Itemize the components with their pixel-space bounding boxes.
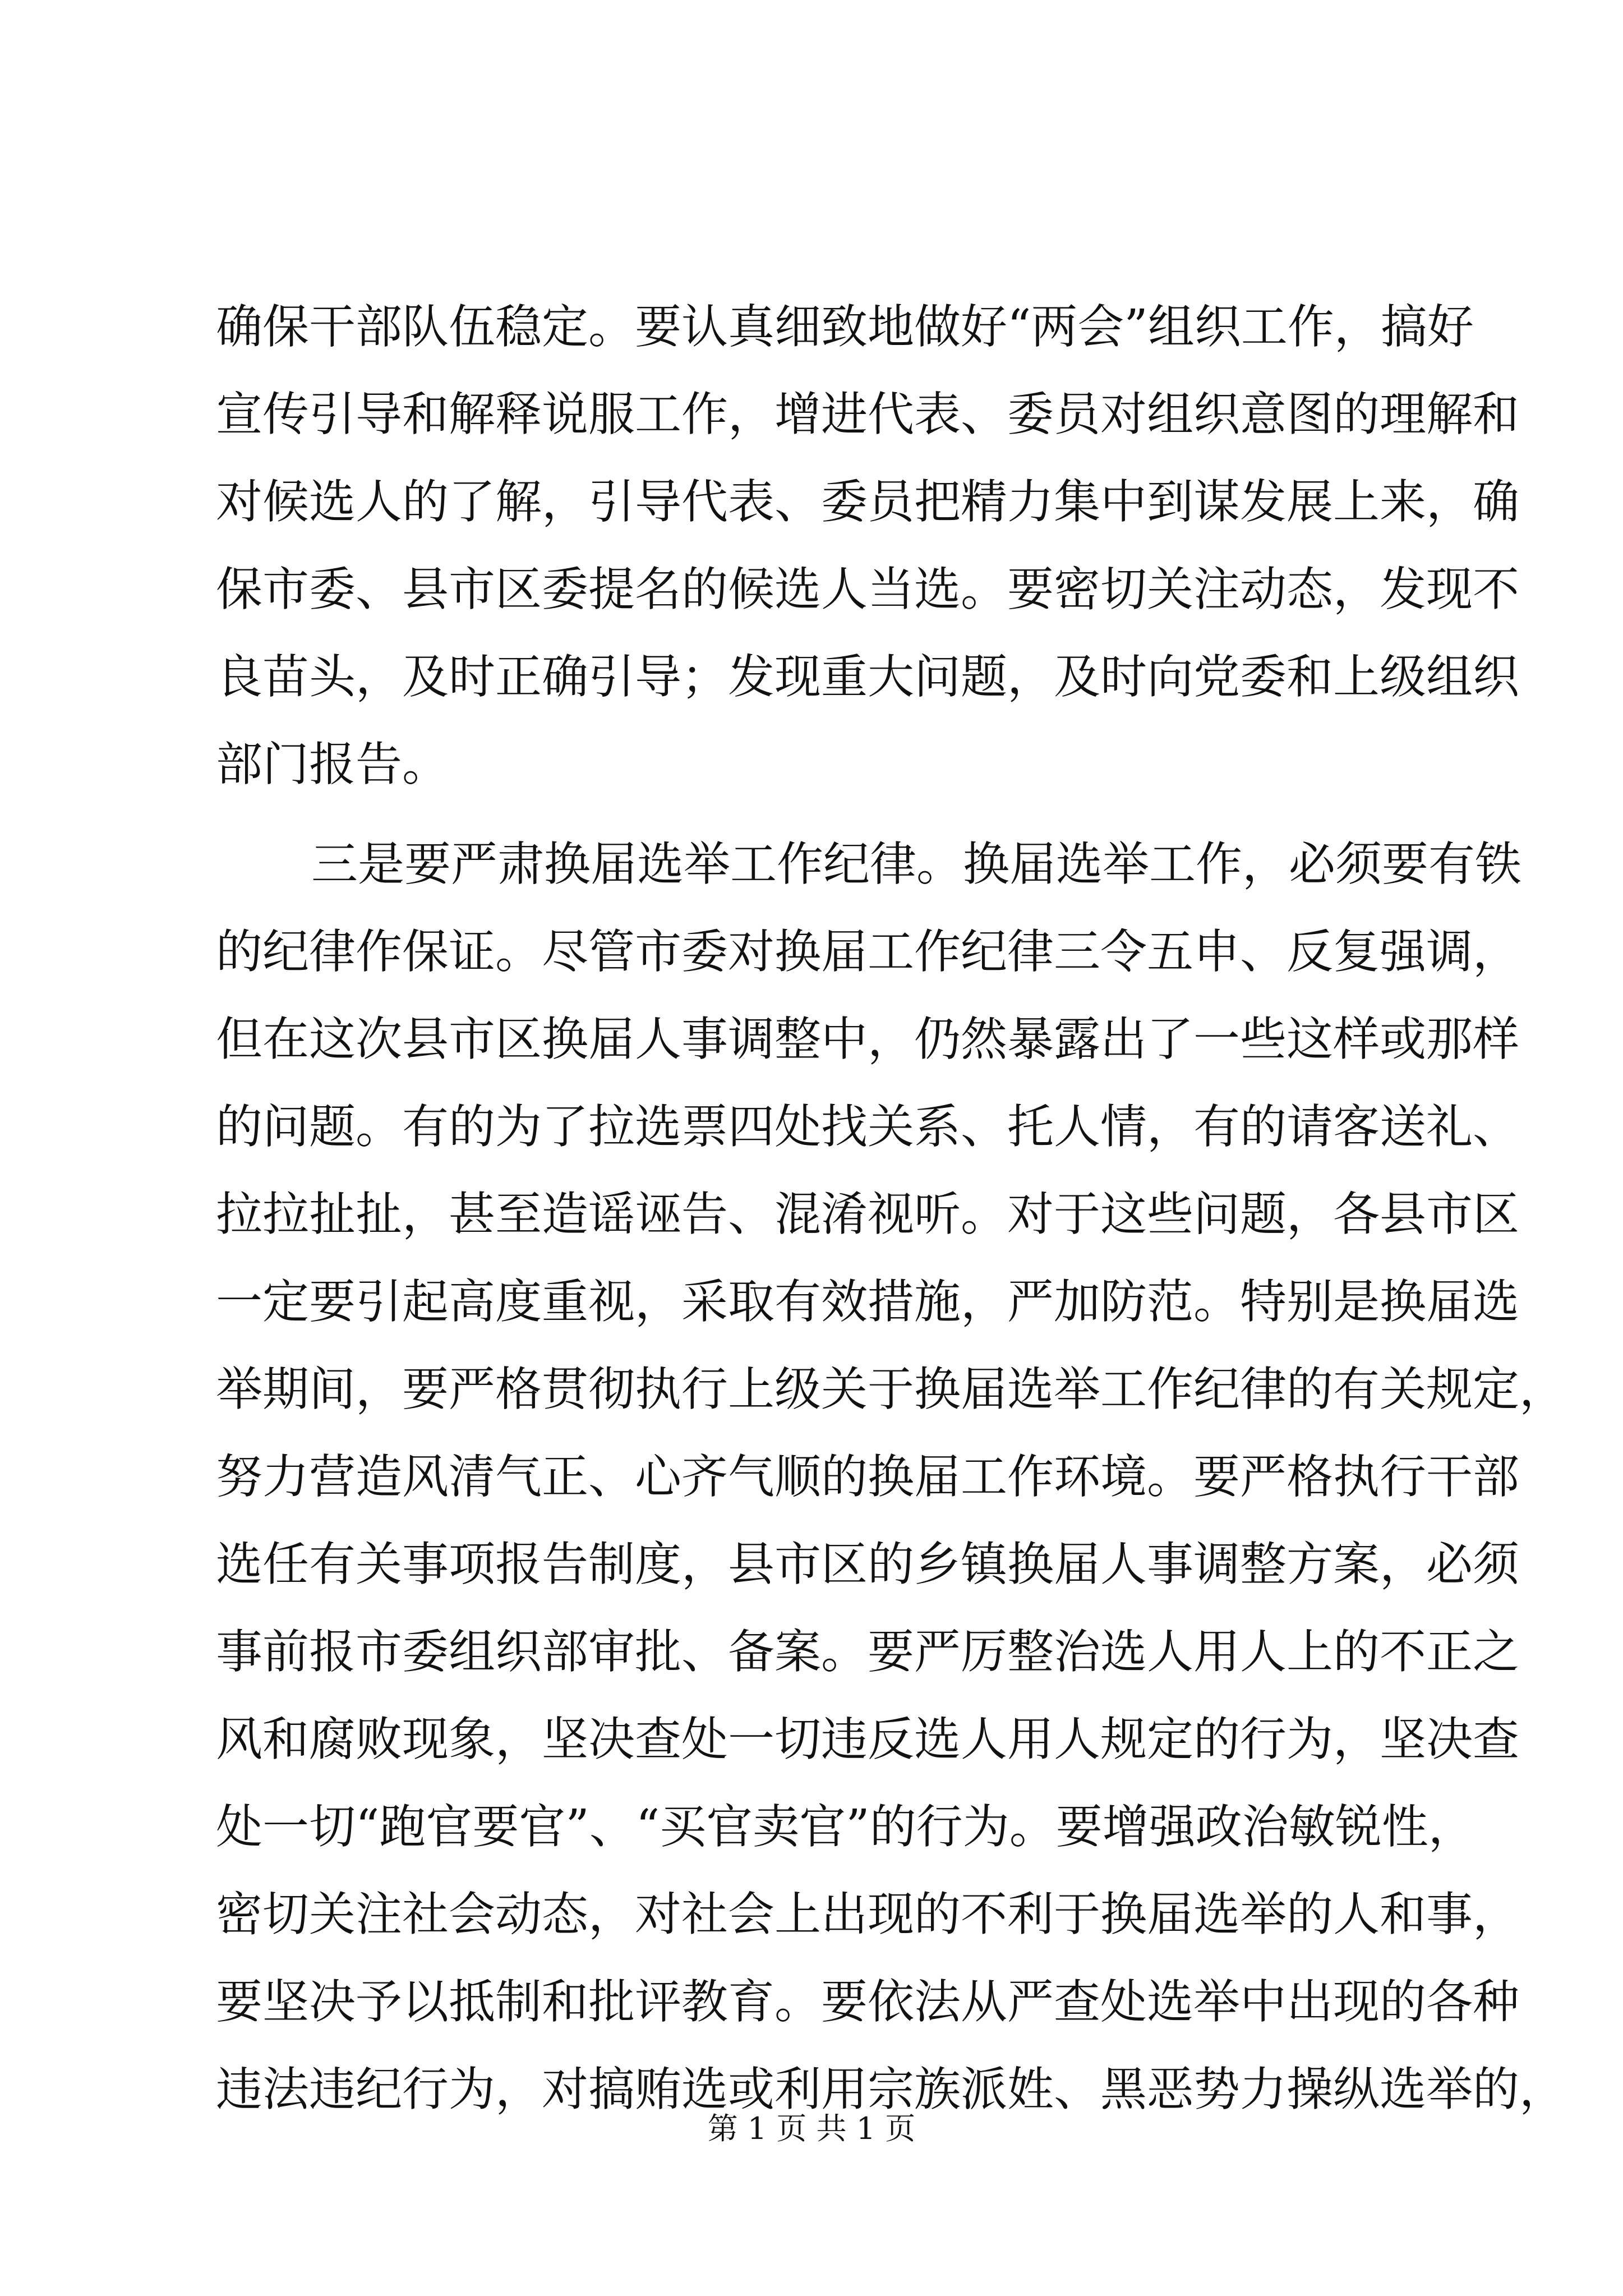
text-line: 部门报告。 — [216, 737, 449, 792]
text-line: 良苗头，及时正确引导；发现重大问题，及时向党委和上级组织 — [216, 650, 1519, 704]
text-line: 事前报市委组织部审批、备案。要严厉整治选人用人上的不正之 — [216, 1625, 1519, 1679]
text-line: 努力营造风清气正、心齐气顺的换届工作环境。要严格执行干部 — [216, 1450, 1519, 1504]
text-line: 拉拉扯扯，甚至造谣诬告、混淆视听。对于这些问题，各县市区 — [216, 1187, 1519, 1241]
text-line: 密切关注社会动态，对社会上出现的不利于换届选举的人和事， — [216, 1887, 1519, 1941]
text-line: 三是要严肃换届选举工作纪律。换届选举工作，必须要有铁 — [311, 837, 1521, 891]
text-line: 对候选人的了解，引导代表、委员把精力集中到谋发展上来，确 — [216, 475, 1519, 529]
document-body — [216, 283, 1566, 2133]
text-line: 的问题。有的为了拉选票四处找关系、托人情，有的请客送礼、 — [216, 1099, 1519, 1154]
text-line: 宣传引导和解释说服工作，增进代表、委员对组织意图的理解和 — [216, 387, 1519, 441]
text-line: 风和腐败现象，坚决查处一切违反选人用人规定的行为，坚决查 — [216, 1712, 1519, 1766]
text-line: 选任有关事项报告制度，县市区的乡镇换届人事调整方案，必须 — [216, 1537, 1519, 1591]
page-footer: 第 1 页 共 1 页 — [707, 2111, 916, 2146]
text-line: 处一切“跑官要官”、“买官卖官”的行为。要增强政治敏锐性， — [216, 1800, 1475, 1854]
text-line: 举期间，要严格贯彻执行上级关于换届选举工作纪律的有关规定， — [216, 1362, 1566, 1416]
text-line: 但在这次县市区换届人事调整中，仍然暴露出了一些这样或那样 — [216, 1012, 1519, 1066]
paragraph-2 — [216, 821, 1566, 2133]
text-line: 违法违纪行为，对搞贿选或利用宗族派姓、黑恶势力操纵选举的， — [216, 2062, 1566, 2116]
text-line: 保市委、县市区委提名的候选人当选。要密切关注动态，发现不 — [216, 562, 1519, 616]
text-line: 的纪律作保证。尽管市委对换届工作纪律三令五申、反复强调， — [216, 924, 1519, 979]
text-line: 要坚决予以抵制和批评教育。要依法从严查处选举中出现的各种 — [216, 1975, 1519, 2029]
text-line: 一定要引起高度重视，采取有效措施，严加防范。特别是换届选 — [216, 1274, 1519, 1329]
paragraph-gap — [216, 808, 1427, 821]
text-line: 确保干部队伍稳定。要认真细致地做好“两会”组织工作，搞好 — [216, 300, 1474, 354]
paragraph-1 — [216, 283, 1519, 808]
